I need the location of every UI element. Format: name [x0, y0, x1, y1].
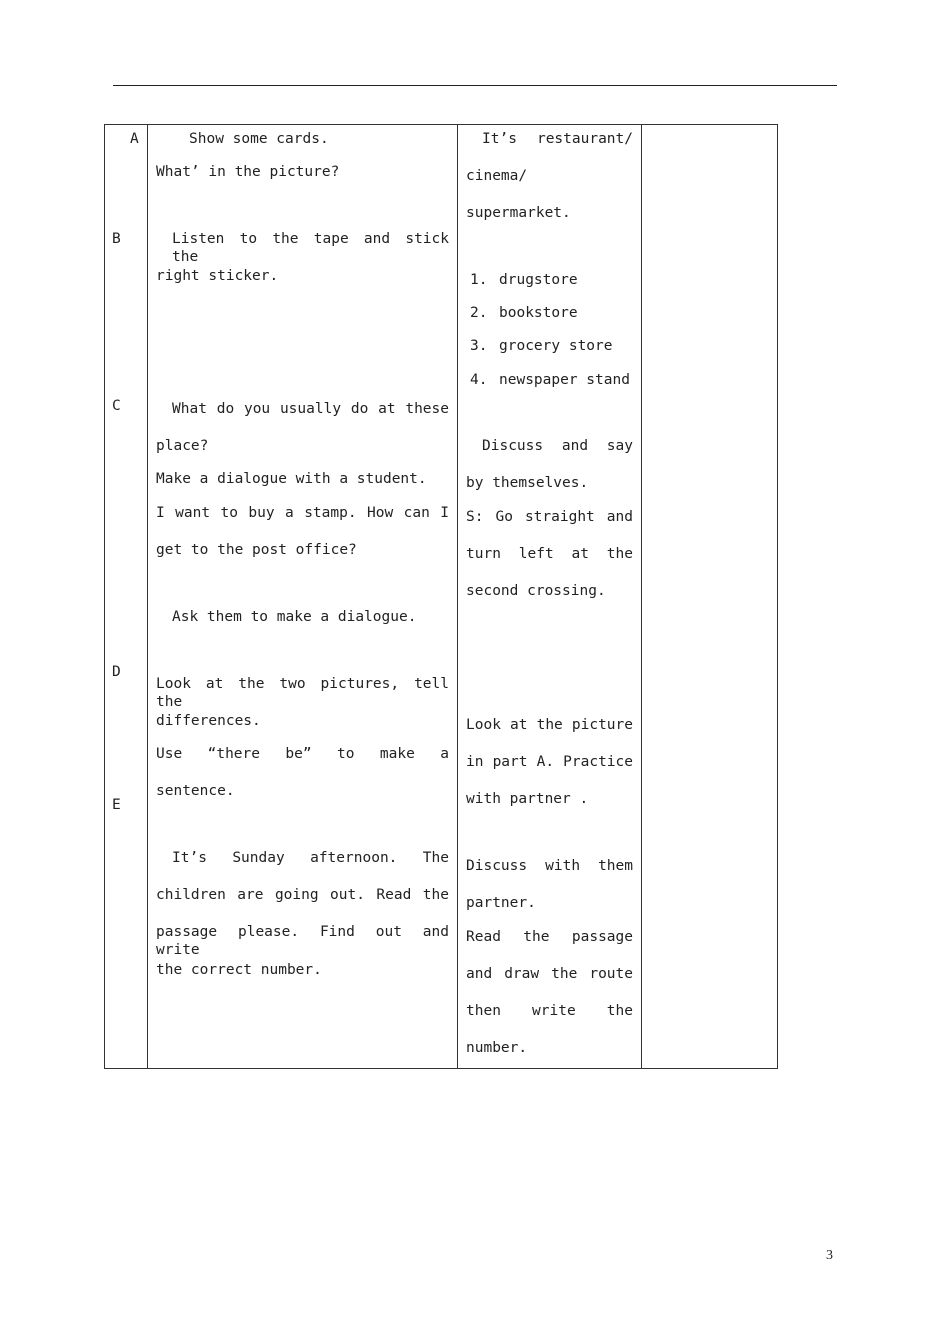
student-text: supermarket. — [466, 205, 571, 221]
column-divider-3 — [641, 125, 642, 1068]
list-item: newspaper stand — [499, 372, 630, 388]
teacher-text: get to the post office? — [156, 542, 357, 558]
student-text: Look at the picture — [466, 717, 633, 733]
step-marker-c: C — [112, 398, 121, 414]
student-text: then write the — [466, 1003, 633, 1019]
step-marker-e: E — [112, 797, 121, 813]
teacher-text: What’ in the picture? — [156, 164, 340, 180]
column-divider-2 — [457, 125, 458, 1068]
step-marker-a: A — [130, 131, 139, 147]
teacher-text: Use “there be” to make a — [156, 746, 449, 762]
teacher-text: It’s Sunday afternoon. The — [172, 850, 449, 866]
teacher-text: place? — [156, 438, 209, 454]
header-rule — [113, 85, 837, 86]
teacher-text: differences. — [156, 713, 261, 729]
teacher-text: right sticker. — [156, 268, 279, 284]
teacher-text: the correct number. — [156, 962, 322, 978]
list-item: grocery store — [499, 338, 613, 354]
list-item: bookstore — [499, 305, 578, 321]
student-text: and draw the route — [466, 966, 633, 982]
student-text: Discuss with them — [466, 858, 633, 874]
step-marker-d: D — [112, 664, 121, 680]
student-text: with partner . — [466, 791, 589, 807]
student-text: It’s restaurant/ — [482, 131, 633, 147]
teacher-text: passage please. Find out and write — [156, 924, 449, 958]
student-text: Discuss and say — [482, 438, 633, 454]
student-text: turn left at the — [466, 546, 633, 562]
student-text: partner. — [466, 895, 536, 911]
teacher-text: Show some cards. — [189, 131, 329, 147]
student-text: S: Go straight and — [466, 509, 633, 525]
column-divider-1 — [147, 125, 148, 1068]
teacher-text: Listen to the tape and stick the — [172, 231, 449, 265]
list-number: 4. — [470, 372, 488, 388]
teacher-text: sentence. — [156, 783, 235, 799]
student-text: in part A. Practice — [466, 754, 633, 770]
list-number: 3. — [470, 338, 488, 354]
page-number: 3 — [826, 1248, 833, 1263]
teacher-text: I want to buy a stamp. How can I — [156, 505, 449, 521]
student-text: by themselves. — [466, 475, 589, 491]
teacher-text: children are going out. Read the — [156, 887, 449, 903]
list-item: drugstore — [499, 272, 578, 288]
teacher-text: What do you usually do at these — [172, 401, 449, 417]
student-text: second crossing. — [466, 583, 606, 599]
list-number: 2. — [470, 305, 488, 321]
student-text: number. — [466, 1040, 528, 1056]
student-text: cinema/ — [466, 168, 528, 184]
teacher-text: Ask them to make a dialogue. — [172, 609, 417, 625]
student-text: Read the passage — [466, 929, 633, 945]
teacher-text: Make a dialogue with a student. — [156, 471, 427, 487]
step-marker-b: B — [112, 231, 121, 247]
teacher-text: Look at the two pictures, tell the — [156, 676, 449, 710]
list-number: 1. — [470, 272, 488, 288]
